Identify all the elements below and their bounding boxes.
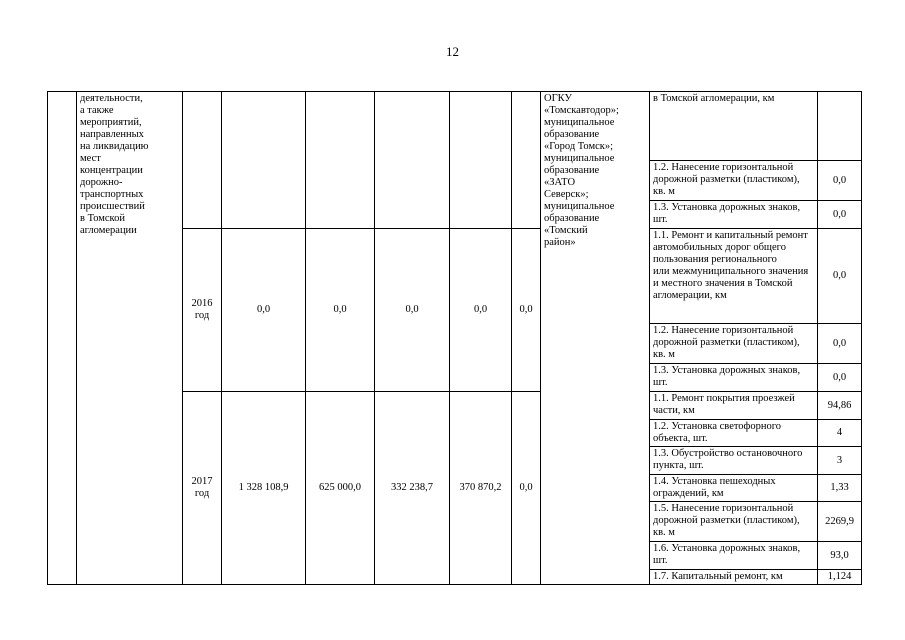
local-2017: 370 870,2 <box>450 392 512 585</box>
indicator-value: 2269,9 <box>818 502 862 542</box>
indicator-value: 1,124 <box>818 570 862 585</box>
indicator-value: 0,0 <box>818 364 862 392</box>
indicator-name: 1.3. Установка дорожных знаков, шт. <box>650 201 818 229</box>
page-number: 12 <box>446 44 459 59</box>
other-2016: 0,0 <box>512 229 541 392</box>
total-2016: 0,0 <box>222 229 306 392</box>
indicator-name: 1.3. Обустройство остановочного пункта, шт. <box>650 447 818 475</box>
indicator-name: 1.7. Капитальный ремонт, км <box>650 570 818 585</box>
program-table <box>47 91 862 585</box>
other-cell-empty <box>512 92 541 229</box>
row-number-cell <box>48 92 77 585</box>
regional-cell-empty <box>375 92 450 229</box>
total-2017: 1 328 108,9 <box>222 392 306 585</box>
other-2017: 0,0 <box>512 392 541 585</box>
indicator-value <box>818 92 862 161</box>
federal-2016: 0,0 <box>306 229 375 392</box>
indicator-name: 1.2. Установка светофорного объекта, шт. <box>650 420 818 447</box>
indicator-name: 1.1. Ремонт покрытия проезжей части, км <box>650 392 818 420</box>
indicator-value: 4 <box>818 420 862 447</box>
executors: ОГКУ «Томскавтодор»; муниципальное образование «Город Томск»; муниципальное образование «ЗАТО Северск»; муниципальное образование «Томский район» <box>541 92 650 585</box>
indicator-value: 0,0 <box>818 201 862 229</box>
indicator-name: 1.4. Установка пешеходных ограждений, км <box>650 475 818 502</box>
regional-2016: 0,0 <box>375 229 450 392</box>
indicator-value: 0,0 <box>818 161 862 201</box>
year-2016: 2016 год <box>183 229 222 392</box>
year-2017: 2017 год <box>183 392 222 585</box>
indicator-value: 1,33 <box>818 475 862 502</box>
year-cell-empty <box>183 92 222 229</box>
regional-2017: 332 238,7 <box>375 392 450 585</box>
federal-cell-empty <box>306 92 375 229</box>
indicator-name: 1.5. Нанесение горизонтальной дорожной разметки (пластиком), кв. м <box>650 502 818 542</box>
indicator-value: 3 <box>818 447 862 475</box>
indicator-value: 93,0 <box>818 542 862 570</box>
local-cell-empty <box>450 92 512 229</box>
indicator-name: 1.6. Установка дорожных знаков, шт. <box>650 542 818 570</box>
indicator-value: 0,0 <box>818 229 862 324</box>
local-2016: 0,0 <box>450 229 512 392</box>
indicator-name: в Томской агломерации, км <box>650 92 818 161</box>
indicator-name: 1.1. Ремонт и капитальный ремонт автомобильных дорог общего пользования регионального или межмуниципального значения и местного значения в Томской агломерации, км <box>650 229 818 324</box>
event-description: деятельности, а также мероприятий, направленных на ликвидацию мест концентрации дорожно- транспортных происшествий в Томской агломерации <box>77 92 183 585</box>
indicator-value: 94,86 <box>818 392 862 420</box>
total-cell-empty <box>222 92 306 229</box>
indicator-name: 1.3. Установка дорожных знаков, шт. <box>650 364 818 392</box>
indicator-name: 1.2. Нанесение горизонтальной дорожной разметки (пластиком), кв. м <box>650 324 818 364</box>
federal-2017: 625 000,0 <box>306 392 375 585</box>
indicator-name: 1.2. Нанесение горизонтальной дорожной разметки (пластиком), кв. м <box>650 161 818 201</box>
indicator-value: 0,0 <box>818 324 862 364</box>
